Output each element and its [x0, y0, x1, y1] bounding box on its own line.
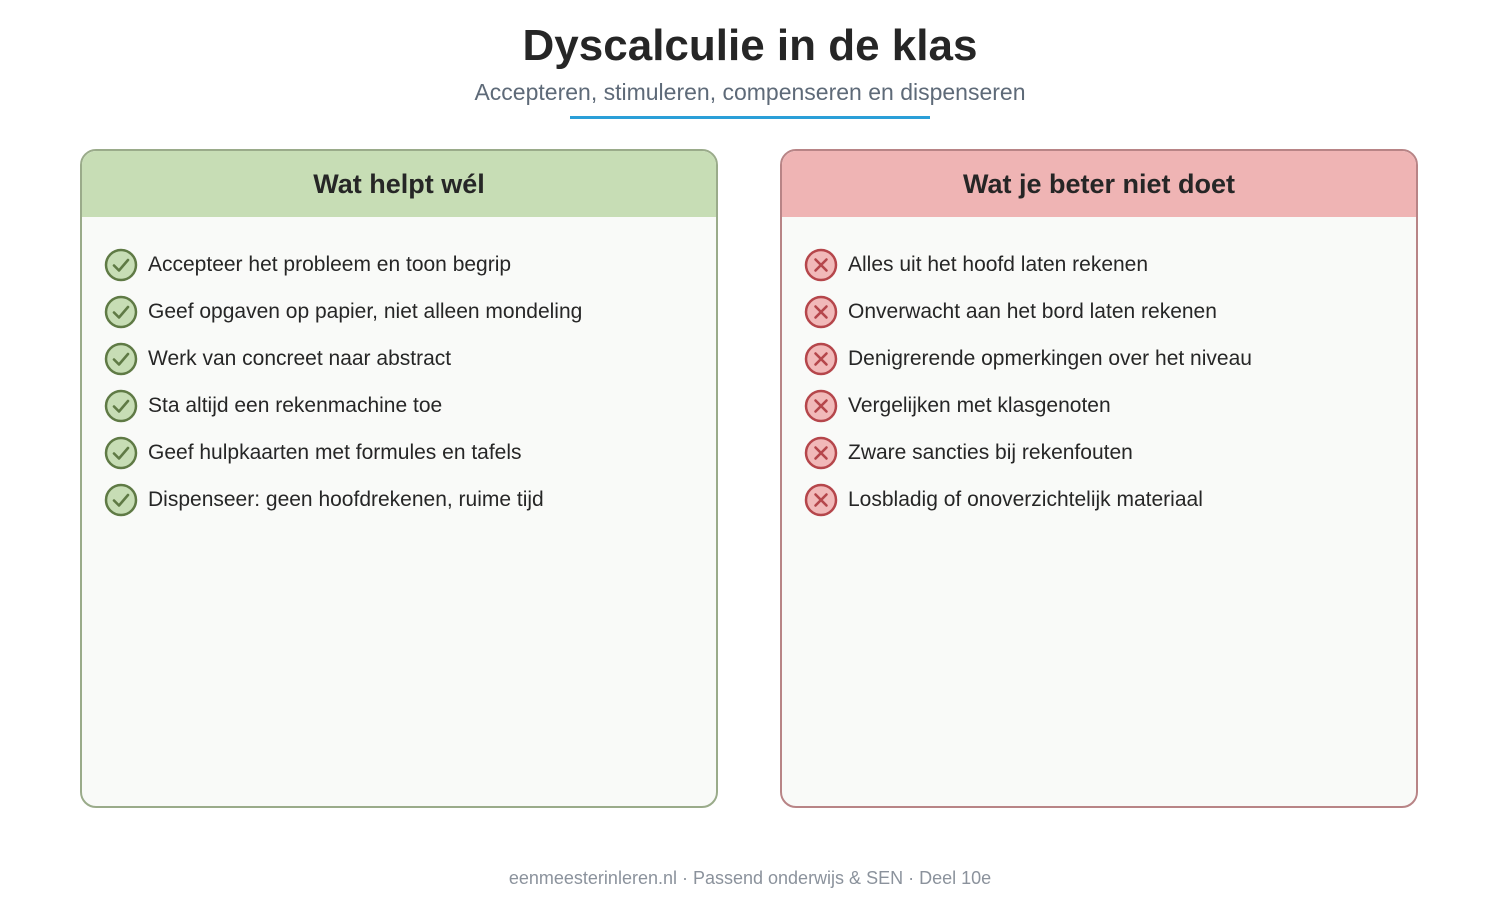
dont-list-item — [804, 335, 1416, 382]
x-circle-icon — [804, 436, 838, 470]
do-list-item-label: Geef hulpkaarten met formules en tafels — [148, 440, 522, 464]
do-list-item — [104, 288, 716, 335]
check-circle-icon — [104, 295, 138, 329]
check-circle-icon — [104, 342, 138, 376]
check-circle-icon — [104, 436, 138, 470]
do-list-item — [104, 335, 716, 382]
do-list-item-label: Geef opgaven op papier, niet alleen mondeling — [148, 299, 583, 323]
x-circle-icon — [804, 389, 838, 423]
do-list-item-label: Werk van concreet naar abstract — [148, 346, 452, 370]
do-list-item-label: Dispenseer: geen hoofdrekenen, ruime tijd — [148, 487, 544, 511]
do-list-item-label: Sta altijd een rekenmachine toe — [148, 393, 443, 417]
dont-list-item — [804, 476, 1416, 523]
check-circle-icon — [104, 483, 138, 517]
dont-list-item — [804, 429, 1416, 476]
do-list-item — [104, 476, 716, 523]
do-list-item-label: Accepteer het probleem en toon begrip — [148, 252, 512, 276]
do-list-item — [104, 429, 716, 476]
x-circle-icon — [804, 483, 838, 517]
dont-list — [782, 217, 1416, 523]
dont-list-item-label: Losbladig of onoverzichtelijk materiaal — [848, 487, 1203, 511]
x-circle-icon — [804, 295, 838, 329]
footer: eenmeesterinleren.nl · Passend onderwijs & SEN · Deel 10e — [508, 868, 992, 888]
dont-list-item — [804, 382, 1416, 429]
dont-list-item-label: Alles uit het hoofd laten rekenen — [848, 252, 1149, 276]
dont-list-item-label: Zware sancties bij rekenfouten — [848, 440, 1133, 464]
dont-list-item-label: Vergelijken met klasgenoten — [848, 393, 1111, 417]
x-circle-icon — [804, 342, 838, 376]
dont-list-item-label: Onverwacht aan het bord laten rekenen — [848, 299, 1217, 323]
page-subtitle: Accepteren, stimuleren, compenseren en dispenseren — [474, 79, 1026, 105]
dont-list-item-label: Denigrerende opmerkingen over het niveau — [848, 346, 1252, 370]
do-list-item — [104, 241, 716, 288]
check-circle-icon — [104, 389, 138, 423]
do-list-item — [104, 382, 716, 429]
page-title: Dyscalculie in de klas — [522, 21, 978, 70]
do-panel — [80, 149, 718, 808]
dont-list-item — [804, 241, 1416, 288]
do-list — [82, 217, 716, 523]
x-circle-icon — [804, 248, 838, 282]
title-underline — [570, 116, 930, 119]
dont-list-item — [804, 288, 1416, 335]
dont-panel-title: Wat je beter niet doet — [782, 151, 1416, 217]
dont-panel — [780, 149, 1418, 808]
check-circle-icon — [104, 248, 138, 282]
do-panel-title: Wat helpt wél — [82, 151, 716, 217]
